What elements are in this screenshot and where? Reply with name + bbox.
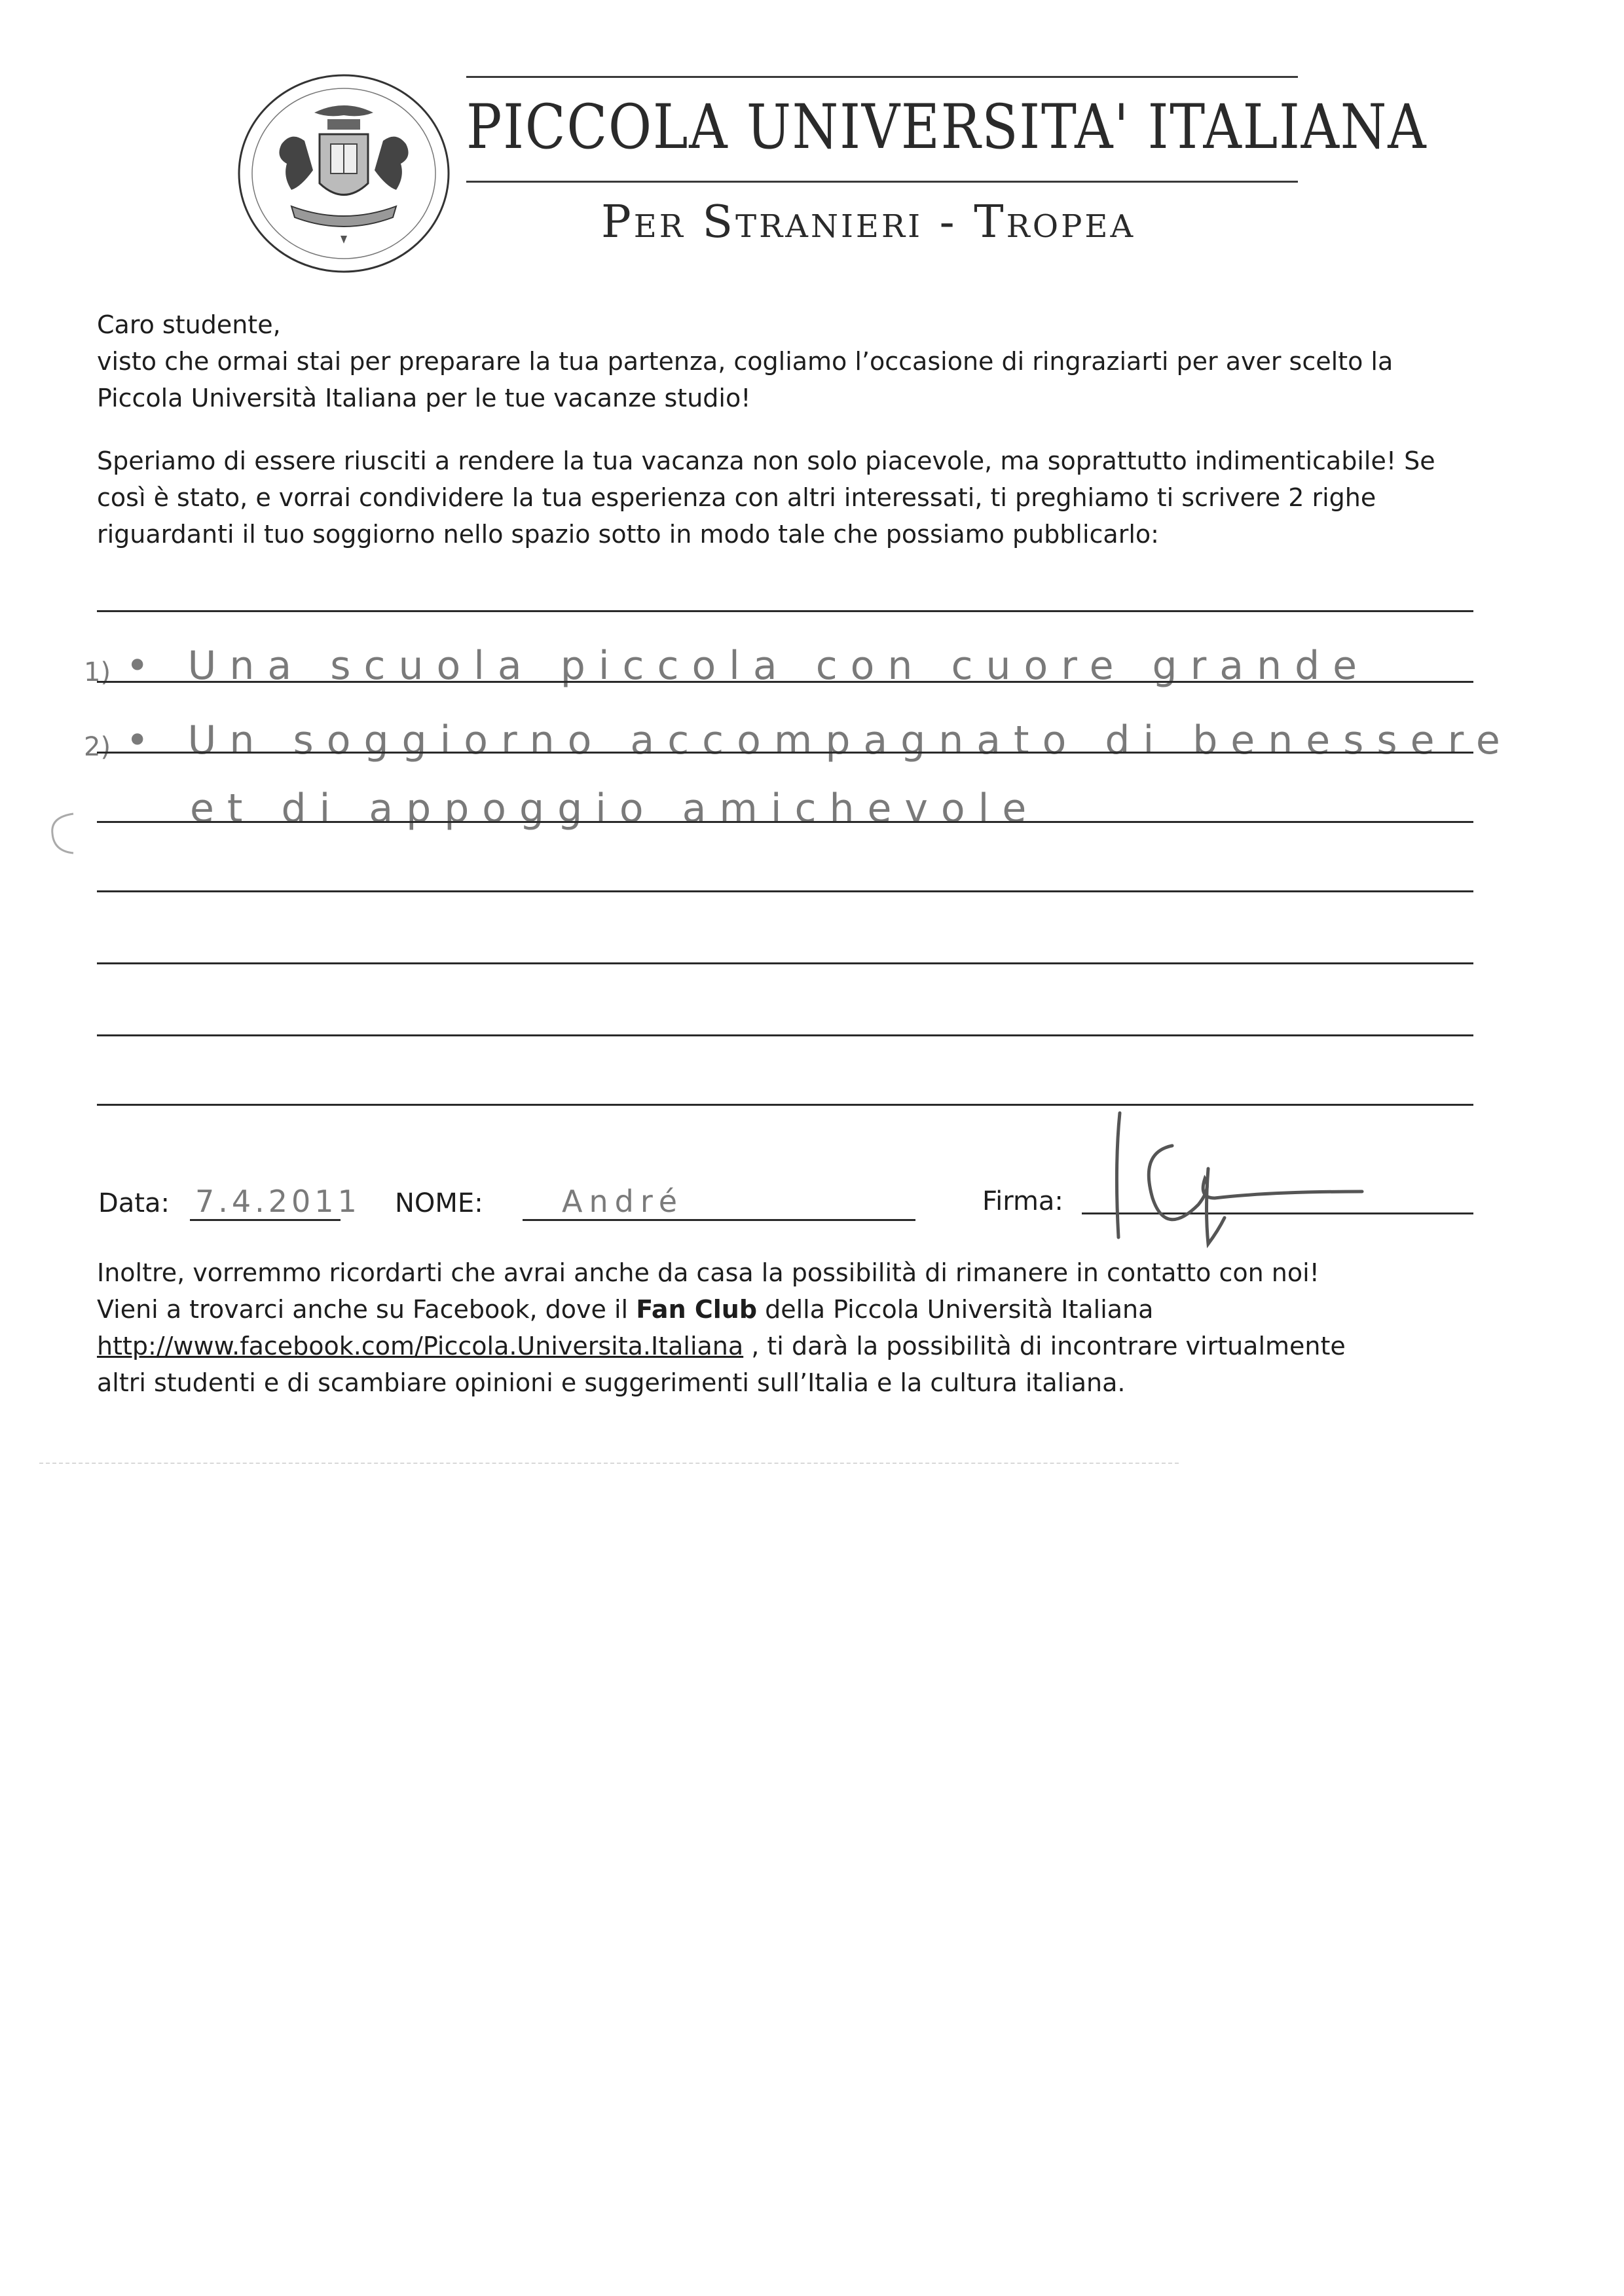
- handwritten-answer-3: et di appoggio amichevole: [190, 786, 1040, 831]
- handwritten-answer-2: • Un soggiorno accompagnato di benessere: [126, 718, 1513, 763]
- greeting: Caro studente,: [97, 310, 281, 339]
- institution-title: PICCOLA UNIVERSITA' ITALIANA: [466, 92, 1428, 163]
- answer-line[interactable]: [97, 1034, 1473, 1036]
- request-paragraph: [97, 443, 1492, 553]
- date-value: 7.4.2011: [195, 1184, 361, 1219]
- answer-line[interactable]: [97, 890, 1473, 892]
- answer-line[interactable]: [97, 1104, 1473, 1106]
- request-line: Speriamo di essere riusciti a rendere la tua vacanza non solo piacevole, ma soprattutto indimenticabile! Se: [97, 446, 1435, 475]
- name-field-line[interactable]: [523, 1219, 915, 1221]
- header-rule-top: [466, 76, 1298, 78]
- handwritten-answer-1: • Una scuola piccola con cuore grande: [126, 643, 1371, 689]
- university-seal-logo: [236, 72, 452, 275]
- answer-line[interactable]: [97, 681, 1473, 683]
- answer-line[interactable]: [97, 752, 1473, 754]
- fan-club-text: Fan Club: [636, 1295, 758, 1324]
- closing-paragraph: [97, 1254, 1492, 1401]
- closing-line: altri studenti e di scambiare opinioni e suggerimenti sull’Italia e la cultura italiana.: [97, 1368, 1126, 1397]
- scan-artifact-line: [39, 1463, 1179, 1464]
- answer-line[interactable]: [97, 821, 1473, 823]
- closing-line: [97, 1291, 1492, 1328]
- closing-text: Vieni a trovarci anche su Facebook, dove il: [97, 1295, 637, 1324]
- request-line: riguardanti il tuo soggiorno nello spazio sotto in modo tale che possiamo pubblicarlo:: [97, 520, 1159, 549]
- intro-line: Piccola Università Italiana per le tue vacanze studio!: [97, 384, 751, 412]
- name-value: André: [562, 1184, 684, 1219]
- name-label: NOME:: [395, 1188, 483, 1218]
- facebook-link[interactable]: http://www.facebook.com/Piccola.Universita.Italiana: [97, 1332, 744, 1360]
- intro-paragraph: [97, 306, 1492, 416]
- hole-punch-mark: [47, 811, 86, 856]
- date-field-line[interactable]: [190, 1219, 341, 1221]
- header-rule-bottom: [466, 181, 1298, 183]
- handwritten-signature: [1100, 1106, 1375, 1257]
- closing-text: della Piccola Università Italiana: [757, 1295, 1154, 1324]
- closing-line: [97, 1328, 1492, 1364]
- date-label: Data:: [98, 1188, 170, 1218]
- closing-text: , ti darà la possibilità di incontrare virtualmente: [743, 1332, 1346, 1360]
- intro-line: visto che ormai stai per preparare la tua partenza, cogliamo l’occasione di ringraziarti per aver scelto la: [97, 347, 1393, 376]
- item-number: 2): [84, 732, 111, 762]
- answer-line[interactable]: [97, 962, 1473, 964]
- request-line: così è stato, e vorrai condividere la tua esperienza con altri interessati, ti preghiamo ti scrivere 2 righe: [97, 483, 1376, 512]
- closing-line: Inoltre, vorremmo ricordarti che avrai anche da casa la possibilità di rimanere in contatto con noi!: [97, 1258, 1320, 1287]
- item-number: 1): [84, 657, 111, 687]
- signature-label: Firma:: [982, 1186, 1063, 1216]
- answer-line: [97, 610, 1473, 612]
- institution-subtitle: Per Stranieri - Tropea: [601, 196, 1136, 248]
